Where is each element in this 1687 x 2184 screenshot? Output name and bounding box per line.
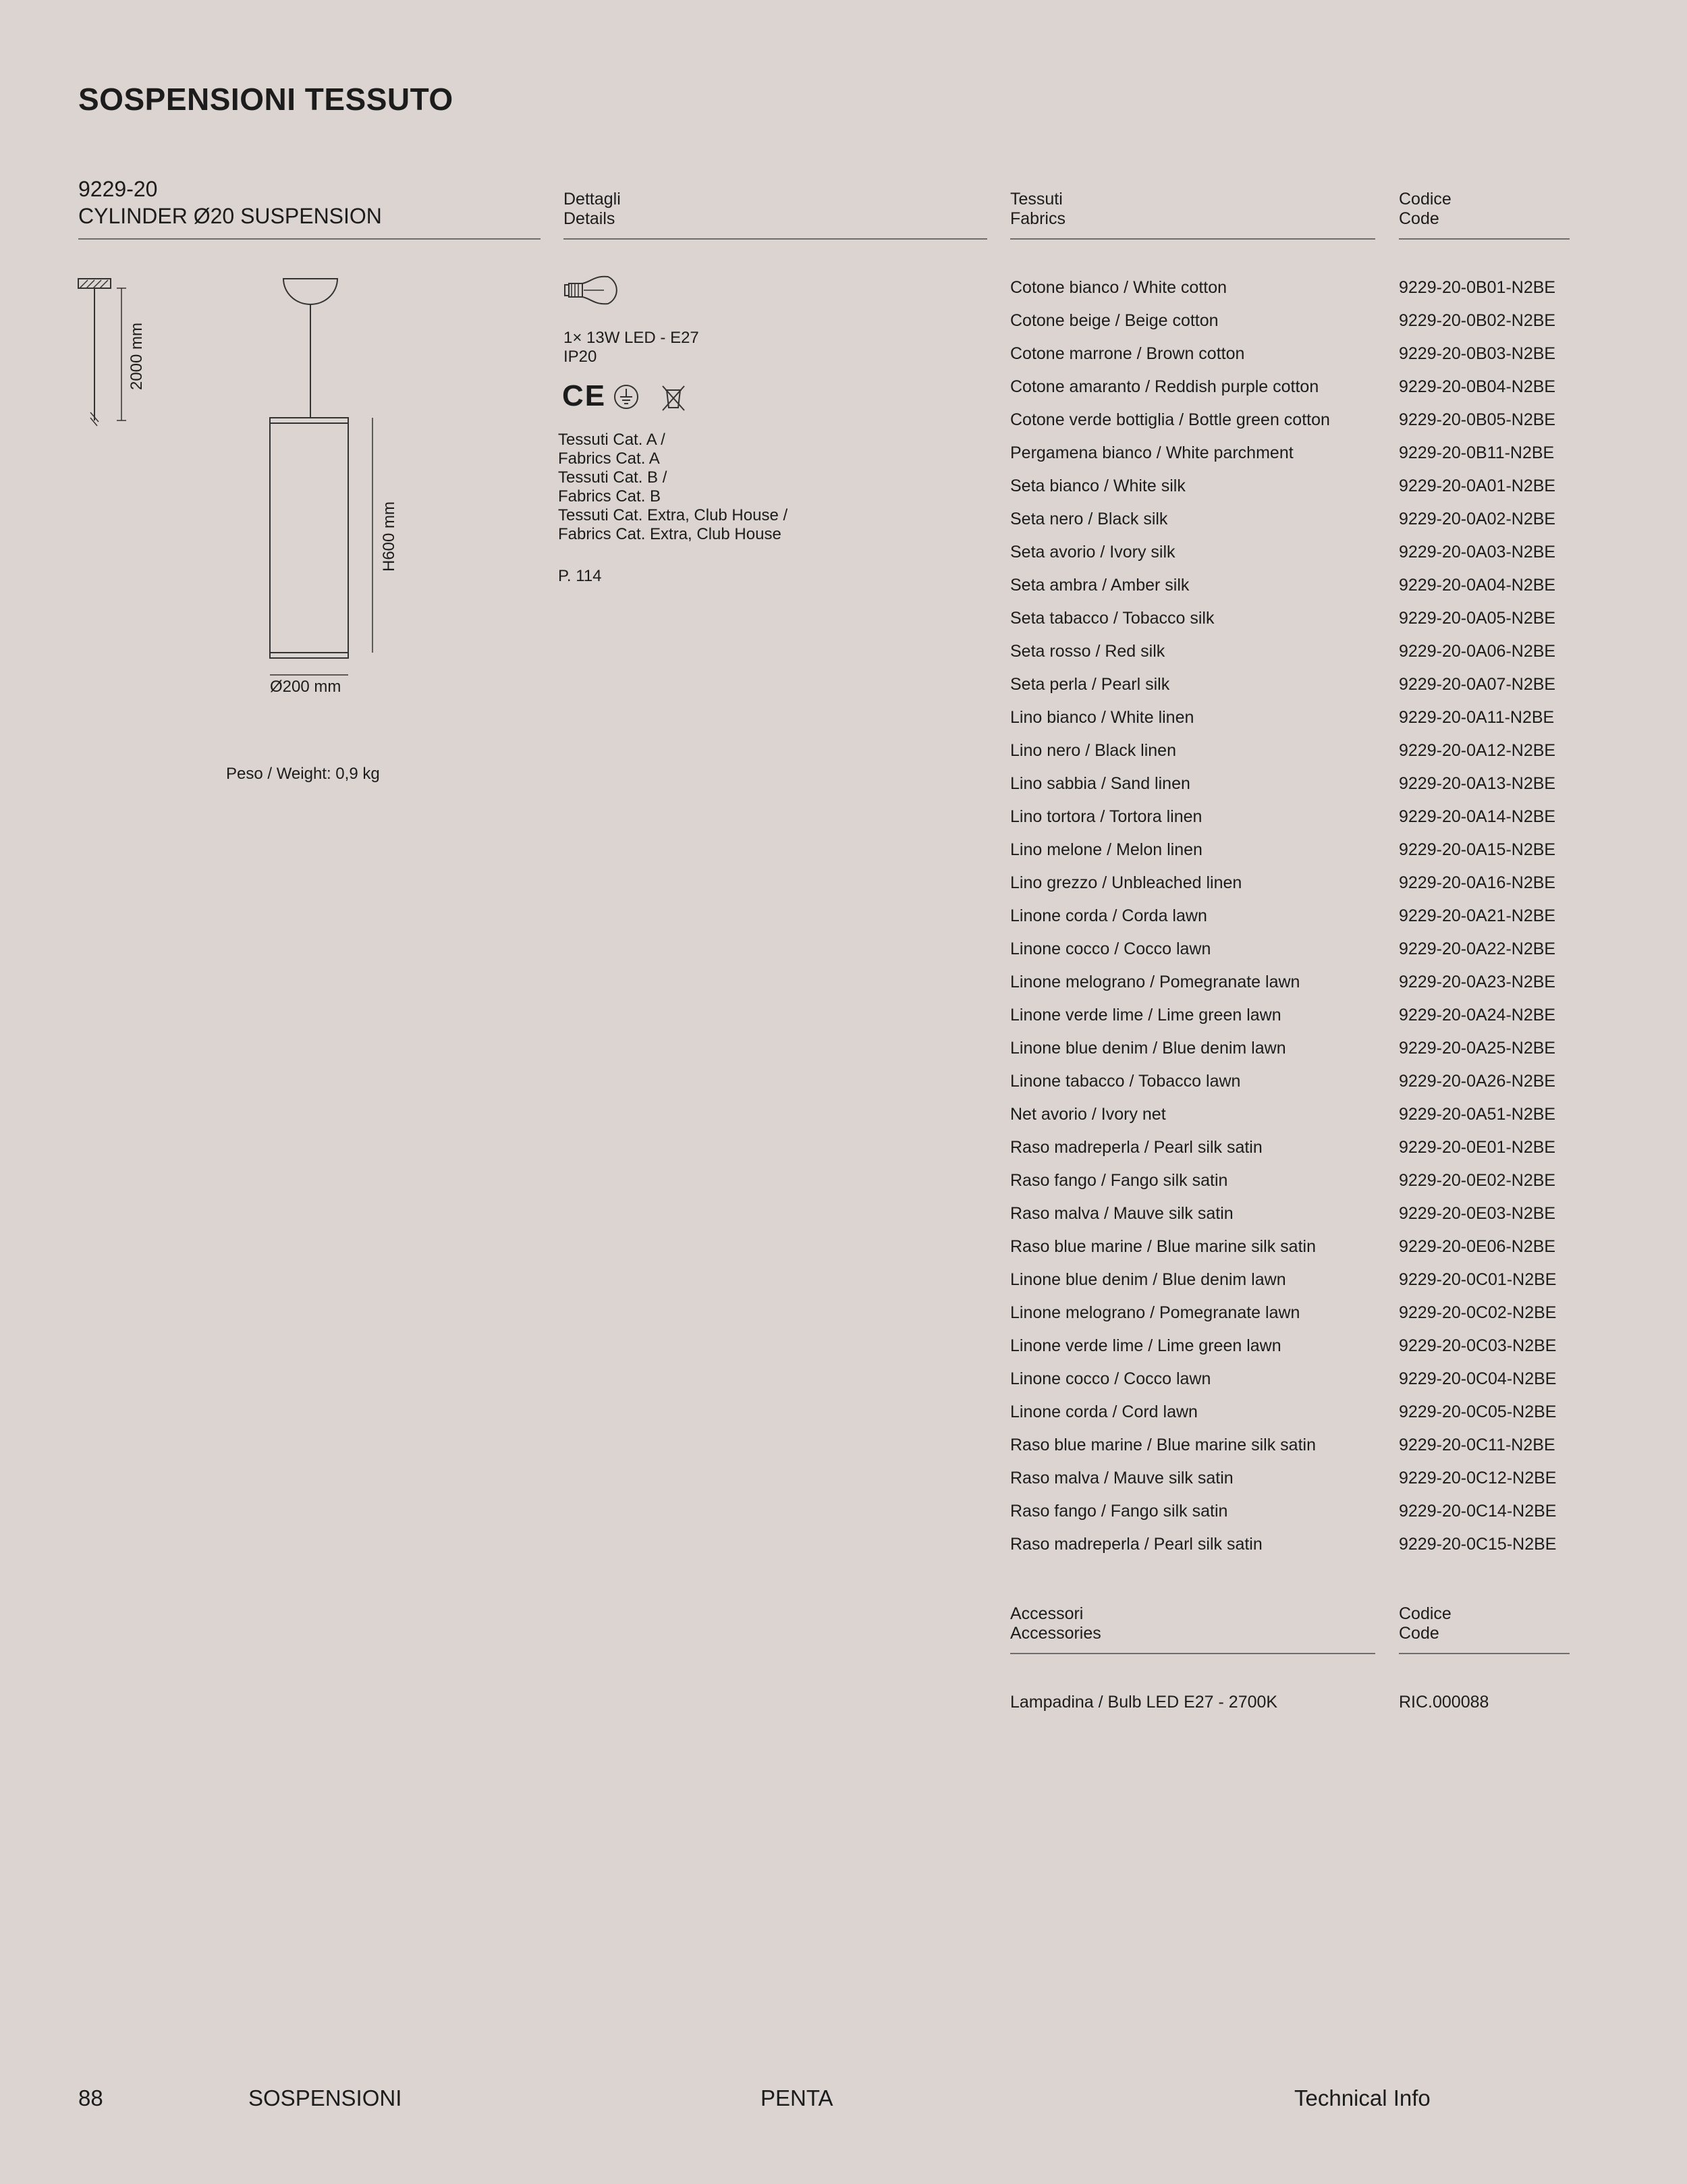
fabric-code: 9229-20-0B03-N2BE bbox=[1399, 344, 1556, 363]
fabric-code: 9229-20-0A21-N2BE bbox=[1399, 906, 1556, 925]
fabric-code: 9229-20-0A07-N2BE bbox=[1399, 675, 1556, 694]
fabric-name: Seta nero / Black silk bbox=[1010, 510, 1168, 528]
lamp-spec-line2: IP20 bbox=[563, 348, 597, 366]
accessories-code-header-it: Codice bbox=[1399, 1604, 1451, 1623]
code-header-en: Code bbox=[1399, 209, 1439, 228]
fabric-code: 9229-20-0A26-N2BE bbox=[1399, 1072, 1556, 1091]
fabric-name: Seta perla / Pearl silk bbox=[1010, 675, 1170, 694]
page-title: SOSPENSIONI TESSUTO bbox=[78, 82, 453, 117]
footer-section: SOSPENSIONI bbox=[248, 2085, 402, 2110]
fabric-code: 9229-20-0E06-N2BE bbox=[1399, 1237, 1556, 1256]
fabric-code: 9229-20-0E03-N2BE bbox=[1399, 1204, 1556, 1223]
fabric-code: 9229-20-0C11-N2BE bbox=[1399, 1436, 1555, 1454]
fabric-name: Raso fango / Fango silk satin bbox=[1010, 1171, 1228, 1190]
fabric-code: 9229-20-0B11-N2BE bbox=[1399, 443, 1555, 462]
fabric-categories bbox=[558, 431, 787, 544]
lamp-drawing bbox=[263, 273, 398, 665]
fabric-code: 9229-20-0A02-N2BE bbox=[1399, 510, 1556, 528]
accessories-code-header-en: Code bbox=[1399, 1624, 1439, 1643]
lamp-spec bbox=[563, 329, 699, 366]
fabric-code: 9229-20-0B05-N2BE bbox=[1399, 410, 1556, 429]
fabric-name: Linone cocco / Cocco lawn bbox=[1010, 939, 1211, 958]
weight-label: Peso / Weight: 0,9 kg bbox=[226, 765, 380, 783]
details-header-en: Details bbox=[563, 209, 615, 228]
fabric-code: 9229-20-0A22-N2BE bbox=[1399, 939, 1556, 958]
fabric-name: Linone verde lime / Lime green lawn bbox=[1010, 1006, 1281, 1025]
fabric-name: Lino sabbia / Sand linen bbox=[1010, 774, 1190, 793]
fabric-code: 9229-20-0B04-N2BE bbox=[1399, 377, 1556, 396]
fabric-name: Linone corda / Corda lawn bbox=[1010, 906, 1207, 925]
fabric-code: 9229-20-0B02-N2BE bbox=[1399, 311, 1556, 330]
fabric-name: Raso madreperla / Pearl silk satin bbox=[1010, 1138, 1263, 1157]
code-header-it: Codice bbox=[1399, 190, 1451, 209]
fabric-name: Lino bianco / White linen bbox=[1010, 708, 1194, 727]
footer-collection: PENTA bbox=[760, 2085, 833, 2110]
product-name: CYLINDER Ø20 SUSPENSION bbox=[78, 204, 382, 228]
fabric-code: 9229-20-0E02-N2BE bbox=[1399, 1171, 1556, 1190]
fabric-name: Cotone verde bottiglia / Bottle green cotton bbox=[1010, 410, 1330, 429]
accessories-header bbox=[1010, 1604, 1101, 1643]
diameter-label: Ø200 mm bbox=[270, 678, 341, 696]
details-header bbox=[563, 190, 621, 229]
fabric-code: 9229-20-0A01-N2BE bbox=[1399, 476, 1556, 495]
fabric-name: Raso fango / Fango silk satin bbox=[1010, 1502, 1228, 1521]
details-header-it: Dettagli bbox=[563, 190, 621, 209]
fabric-name: Lino tortora / Tortora linen bbox=[1010, 807, 1202, 826]
fabric-cat-line: Tessuti Cat. A / bbox=[558, 431, 665, 449]
bulb-icon bbox=[563, 275, 624, 309]
fabric-code: 9229-20-0A06-N2BE bbox=[1399, 642, 1556, 661]
fabric-name: Linone blue denim / Blue denim lawn bbox=[1010, 1270, 1286, 1289]
fabrics-rule bbox=[1010, 238, 1375, 240]
accessories-header-en: Accessories bbox=[1010, 1624, 1101, 1643]
fabric-code: 9229-20-0A24-N2BE bbox=[1399, 1006, 1556, 1025]
footer-info: Technical Info bbox=[1294, 2085, 1431, 2110]
fabric-name: Linone blue denim / Blue denim lawn bbox=[1010, 1039, 1286, 1058]
accessories-header-it: Accessori bbox=[1010, 1604, 1084, 1623]
fabric-name: Linone melograno / Pomegranate lawn bbox=[1010, 973, 1300, 991]
fabric-name: Seta avorio / Ivory silk bbox=[1010, 543, 1176, 562]
code-rule bbox=[1399, 238, 1570, 240]
fabric-name: Linone melograno / Pomegranate lawn bbox=[1010, 1303, 1300, 1322]
accessories-rule bbox=[1010, 1653, 1375, 1654]
fabric-code: 9229-20-0C05-N2BE bbox=[1399, 1402, 1557, 1421]
fabric-code: 9229-20-0A11-N2BE bbox=[1399, 708, 1555, 727]
fabric-code: 9229-20-0B01-N2BE bbox=[1399, 278, 1556, 297]
fabric-name: Seta ambra / Amber silk bbox=[1010, 576, 1190, 595]
fabric-code: 9229-20-0A25-N2BE bbox=[1399, 1039, 1556, 1058]
code-header bbox=[1399, 190, 1451, 229]
fabric-name: Pergamena bianco / White parchment bbox=[1010, 443, 1294, 462]
fabric-name: Lino grezzo / Unbleached linen bbox=[1010, 873, 1242, 892]
details-rule bbox=[563, 238, 987, 240]
fabric-name: Linone verde lime / Lime green lawn bbox=[1010, 1336, 1281, 1355]
fabrics-header-en: Fabrics bbox=[1010, 209, 1066, 228]
fabric-cat-line: Fabrics Cat. Extra, Club House bbox=[558, 525, 781, 543]
fabric-code: 9229-20-0C03-N2BE bbox=[1399, 1336, 1557, 1355]
fabric-code: 9229-20-0C01-N2BE bbox=[1399, 1270, 1557, 1289]
fabric-code: 9229-20-0A51-N2BE bbox=[1399, 1105, 1556, 1124]
fabric-code: 9229-20-0C15-N2BE bbox=[1399, 1535, 1557, 1554]
product-code: 9229-20 bbox=[78, 177, 158, 201]
accessories-code-header bbox=[1399, 1604, 1451, 1643]
fabric-code: 9229-20-0C12-N2BE bbox=[1399, 1469, 1557, 1487]
fabric-code: 9229-20-0C02-N2BE bbox=[1399, 1303, 1557, 1322]
fabric-code: 9229-20-0C14-N2BE bbox=[1399, 1502, 1557, 1521]
accessories-code-rule bbox=[1399, 1653, 1570, 1654]
footer-page-number: 88 bbox=[78, 2085, 103, 2110]
fabric-name: Cotone amaranto / Reddish purple cotton bbox=[1010, 377, 1319, 396]
fabrics-header-it: Tessuti bbox=[1010, 190, 1063, 209]
fabric-name: Linone corda / Cord lawn bbox=[1010, 1402, 1198, 1421]
accessory-name: Lampadina / Bulb LED E27 - 2700K bbox=[1010, 1693, 1278, 1712]
fabric-cat-line: Fabrics Cat. B bbox=[558, 487, 661, 506]
fabric-code: 9229-20-0A03-N2BE bbox=[1399, 543, 1556, 562]
accessory-code: RIC.000088 bbox=[1399, 1693, 1489, 1712]
fabric-name: Lino melone / Melon linen bbox=[1010, 840, 1202, 859]
height-label: H600 mm bbox=[380, 501, 398, 572]
weee-disposal-icon bbox=[660, 383, 690, 413]
fabric-code: 9229-20-0A04-N2BE bbox=[1399, 576, 1556, 595]
fabric-code: 9229-20-0C04-N2BE bbox=[1399, 1369, 1557, 1388]
fabric-name: Cotone marrone / Brown cotton bbox=[1010, 344, 1245, 363]
fabric-name: Cotone beige / Beige cotton bbox=[1010, 311, 1219, 330]
fabric-name: Seta bianco / White silk bbox=[1010, 476, 1186, 495]
earth-ground-icon bbox=[613, 383, 642, 413]
fabric-name: Raso malva / Mauve silk satin bbox=[1010, 1469, 1234, 1487]
fabric-name: Raso malva / Mauve silk satin bbox=[1010, 1204, 1234, 1223]
fabric-name: Linone cocco / Cocco lawn bbox=[1010, 1369, 1211, 1388]
page-reference: P. 114 bbox=[558, 567, 602, 585]
ce-mark-icon: CE bbox=[562, 379, 607, 412]
fabric-code: 9229-20-0A05-N2BE bbox=[1399, 609, 1556, 628]
product-rule bbox=[78, 238, 541, 240]
fabric-cat-line: Tessuti Cat. Extra, Club House / bbox=[558, 506, 788, 524]
fabric-name: Raso madreperla / Pearl silk satin bbox=[1010, 1535, 1263, 1554]
fabric-name: Seta tabacco / Tobacco silk bbox=[1010, 609, 1215, 628]
fabric-code: 9229-20-0A13-N2BE bbox=[1399, 774, 1556, 793]
fabric-name: Net avorio / Ivory net bbox=[1010, 1105, 1166, 1124]
fabric-name: Raso blue marine / Blue marine silk satin bbox=[1010, 1436, 1316, 1454]
lamp-spec-line1: 1× 13W LED - E27 bbox=[563, 329, 699, 347]
fabric-code: 9229-20-0A14-N2BE bbox=[1399, 807, 1556, 826]
fabric-name: Linone tabacco / Tobacco lawn bbox=[1010, 1072, 1241, 1091]
fabric-cat-line: Fabrics Cat. A bbox=[558, 449, 660, 468]
fabric-code: 9229-20-0A23-N2BE bbox=[1399, 973, 1556, 991]
cable-drawing bbox=[74, 273, 128, 435]
fabric-name: Raso blue marine / Blue marine silk satin bbox=[1010, 1237, 1316, 1256]
fabric-cat-line: Tessuti Cat. B / bbox=[558, 468, 667, 487]
cable-length-label: 2000 mm bbox=[128, 322, 146, 391]
fabric-code: 9229-20-0A12-N2BE bbox=[1399, 741, 1556, 760]
fabric-name: Lino nero / Black linen bbox=[1010, 741, 1176, 760]
fabrics-header bbox=[1010, 190, 1066, 229]
fabric-code: 9229-20-0E01-N2BE bbox=[1399, 1138, 1556, 1157]
fabric-code: 9229-20-0A15-N2BE bbox=[1399, 840, 1556, 859]
fabric-name: Seta rosso / Red silk bbox=[1010, 642, 1165, 661]
fabric-code: 9229-20-0A16-N2BE bbox=[1399, 873, 1556, 892]
fabric-name: Cotone bianco / White cotton bbox=[1010, 278, 1227, 297]
